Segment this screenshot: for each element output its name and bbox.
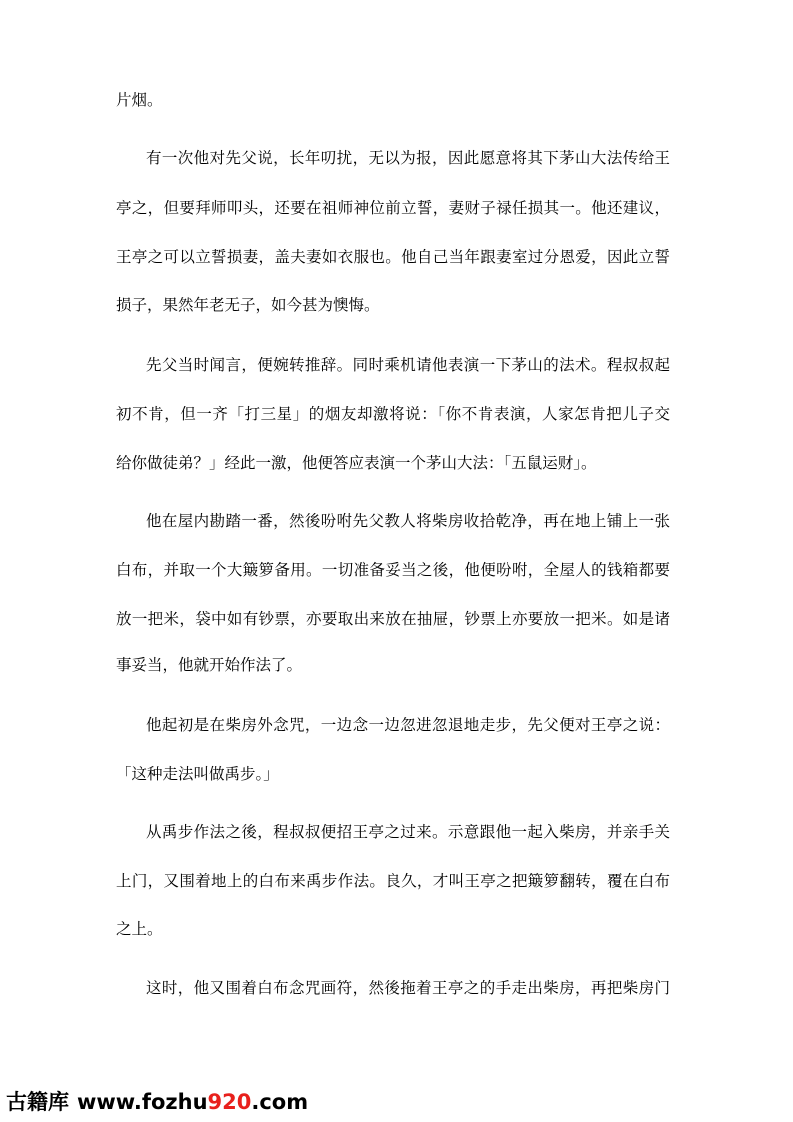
text-line: 事妥当，他就开始作法了。: [116, 656, 303, 674]
text-line: 白布，并取一个大簸箩备用。一切准备妥当之後，他便吩咐，全屋人的钱箱都要: [116, 561, 670, 579]
text-line: 这时，他又围着白布念咒画符，然後拖着王亭之的手走出柴房，再把柴房门: [146, 979, 670, 997]
text-line: 放一把米，袋中如有钞票，亦要取出来放在抽屉，钞票上亦要放一把米。如是诸: [116, 610, 670, 628]
text-line: 给你做徒弟？」经此一激，他便答应表演一个茅山大法：「五鼠运财」。: [116, 454, 597, 472]
site-url-number: 920: [207, 1090, 252, 1114]
text-line: 王亭之可以立誓损妻，盖夫妻如衣服也。他自己当年跟妻室过分恩爱，因此立誓: [116, 248, 670, 266]
text-line: 之上。: [116, 920, 163, 938]
text-line: 片烟。: [116, 91, 163, 109]
site-url-prefix: www.fozhu: [77, 1090, 208, 1114]
text-line: 他起初是在柴房外念咒，一边念一边忽进忽退地走步，先父便对王亭之说：: [146, 716, 670, 734]
site-name: 古籍库: [6, 1090, 69, 1114]
text-line: 「这种走法叫做禹步。」: [116, 765, 279, 783]
site-watermark: [6, 1088, 308, 1116]
site-url-suffix: .com: [251, 1090, 309, 1114]
text-line: 亭之，但要拜师叩头，还要在祖师神位前立誓，妻财子禄任损其一。他还建议，: [116, 199, 670, 217]
text-line: 先父当时闻言，便婉转推辞。同时乘机请他表演一下茅山的法术。程叔叔起: [146, 356, 670, 374]
text-line: 上门，又围着地上的白布来禹步作法。良久，才叫王亭之把簸箩翻转，覆在白布: [116, 872, 670, 890]
text-line: 他在屋内勘踏一番，然後吩咐先父教人将柴房收拾乾净，再在地上铺上一张: [146, 512, 670, 530]
text-line: 初不肯，但一齐「打三星」的烟友却激将说：「你不肯表演，人家怎肯把儿子交: [116, 405, 670, 423]
text-line: 有一次他对先父说，长年叨扰，无以为报，因此愿意将其下茅山大法传给王: [146, 149, 670, 167]
text-line: 从禹步作法之後，程叔叔便招王亭之过来。示意跟他一起入柴房，并亲手关: [146, 823, 670, 841]
text-line: 损子，果然年老无子，如今甚为懊悔。: [116, 296, 380, 314]
